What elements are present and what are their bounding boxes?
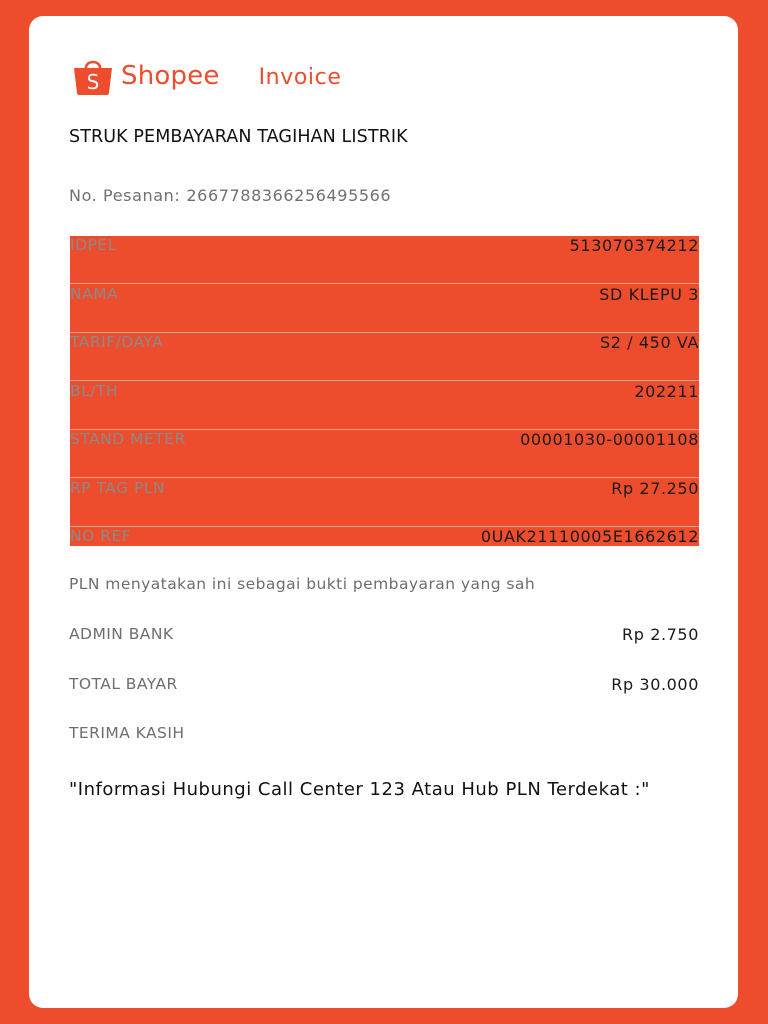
total-bayar-amount: Rp 30.000 [611, 675, 699, 694]
detail-value: 202211 [634, 381, 699, 401]
admin-bank-label: ADMIN BANK [69, 625, 174, 643]
detail-value: S2 / 450 VA [600, 333, 699, 352]
detail-label: TARIF/DAYA [70, 333, 164, 351]
invoice-header [69, 56, 341, 96]
detail-row-idpel [70, 236, 699, 284]
payment-validity-statement: PLN menyatakan ini sebagai bukti pembayaran yang sah [69, 575, 536, 593]
billing-details-table [70, 236, 699, 546]
detail-row-no-ref [70, 527, 699, 561]
order-number-line [69, 186, 391, 205]
detail-value: Rp 27.250 [611, 478, 699, 498]
detail-label: STAND METER [70, 430, 186, 448]
thank-you-text: TERIMA KASIH [69, 724, 185, 742]
total-bayar-label: TOTAL BAYAR [69, 675, 178, 693]
detail-row-tarif-daya [70, 333, 699, 381]
admin-bank-amount: Rp 2.750 [622, 625, 699, 644]
call-center-note: "Informasi Hubungi Call Center 123 Atau Hub PLN Terdekat :" [69, 779, 650, 800]
detail-row-rp-tag-pln [70, 479, 699, 527]
detail-label: BL/TH [70, 381, 119, 400]
detail-row-nama [70, 285, 699, 333]
detail-label: NAMA [70, 284, 119, 303]
svg-text:S: S [86, 70, 100, 94]
detail-row-bl-th [70, 382, 699, 430]
detail-value: SD KLEPU 3 [599, 284, 699, 304]
detail-label: NO REF [70, 527, 132, 545]
receipt-title: STRUK PEMBAYARAN TAGIHAN LISTRIK [69, 127, 408, 147]
shopee-bag-icon [69, 56, 117, 96]
document-type-label: Invoice [258, 64, 342, 90]
detail-label: IDPEL [70, 236, 117, 254]
detail-value: 513070374212 [569, 236, 699, 255]
order-number-value: 2667788366256495566 [186, 186, 392, 205]
detail-value: 00001030-00001108 [520, 430, 699, 449]
detail-label: RP TAG PLN [70, 478, 166, 497]
order-number-label: No. Pesanan: [69, 186, 181, 205]
detail-value: 0UAK21110005E1662612 [480, 527, 699, 546]
brand-name: Shopee [121, 61, 220, 91]
detail-row-stand-meter [70, 430, 699, 478]
